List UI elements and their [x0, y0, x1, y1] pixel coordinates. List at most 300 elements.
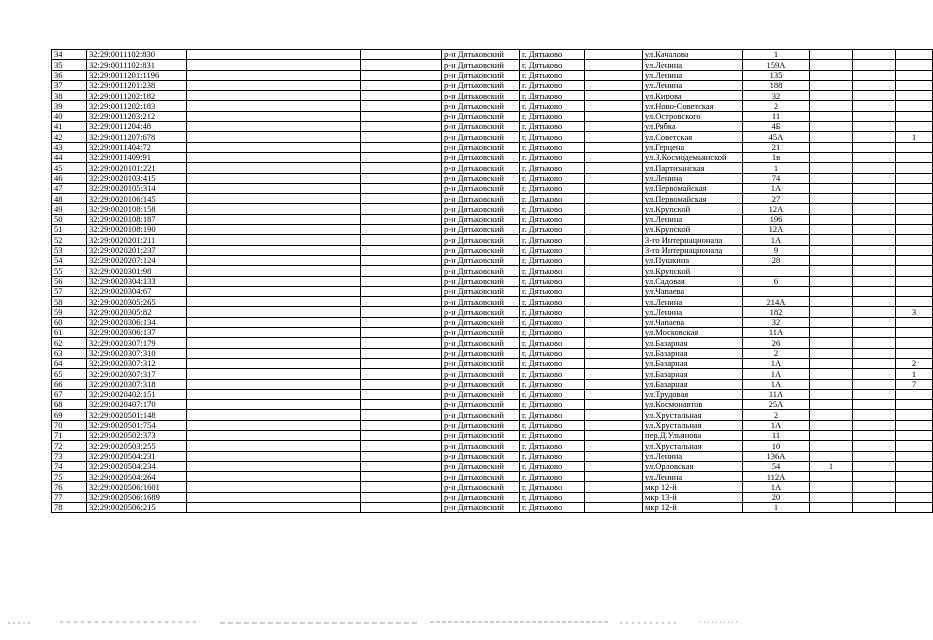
street-cell: ул.Ленина — [643, 214, 743, 224]
district-cell: р-н Дятьковский — [442, 255, 520, 265]
district-cell: р-н Дятьковский — [442, 472, 520, 482]
district-cell: р-н Дятьковский — [442, 328, 520, 338]
house-number-cell: 188 — [743, 80, 810, 90]
empty-cell — [853, 286, 896, 296]
empty-cell — [361, 276, 442, 286]
cadastral-number-cell: 32:29:0020108:158 — [87, 204, 187, 214]
city-cell: г. Дятьково — [520, 358, 585, 368]
empty-cell — [585, 214, 643, 224]
street-cell: мкр 12-й — [643, 482, 743, 492]
street-cell: ул.Трудовая — [643, 389, 743, 399]
district-cell: р-н Дятьковский — [442, 410, 520, 420]
empty-cell — [853, 173, 896, 183]
empty-cell — [853, 152, 896, 162]
empty-cell — [361, 348, 442, 358]
city-cell: г. Дятьково — [520, 328, 585, 338]
empty-cell — [853, 400, 896, 410]
table-row — [52, 225, 933, 235]
cadastral-number-cell: 32:29:0020504:264 — [87, 472, 187, 482]
empty-cell — [361, 132, 442, 142]
row-number-cell: 57 — [52, 286, 87, 296]
house-number-cell: 1А — [743, 235, 810, 245]
street-cell: ул.Московская — [643, 328, 743, 338]
street-cell: 3-го Интернационала — [643, 245, 743, 255]
empty-cell — [187, 379, 361, 389]
row-number-cell: 51 — [52, 225, 87, 235]
empty-cell — [361, 235, 442, 245]
empty-cell — [187, 245, 361, 255]
city-cell: г. Дятьково — [520, 70, 585, 80]
district-cell: р-н Дятьковский — [442, 400, 520, 410]
table-row — [52, 461, 933, 471]
city-cell: г. Дятьково — [520, 410, 585, 420]
city-cell: г. Дятьково — [520, 317, 585, 327]
city-cell: г. Дятьково — [520, 441, 585, 451]
city-cell: г. Дятьково — [520, 132, 585, 142]
empty-cell — [187, 163, 361, 173]
street-cell: ул.Советская — [643, 132, 743, 142]
empty-cell — [585, 183, 643, 193]
row-number-cell: 37 — [52, 80, 87, 90]
cadastral-number-cell: 32:29:0020106:145 — [87, 194, 187, 204]
empty-cell — [187, 503, 361, 513]
district-cell: р-н Дятьковский — [442, 152, 520, 162]
empty-cell — [585, 152, 643, 162]
house-number-cell: 2 — [743, 101, 810, 111]
house-number-cell: 12А — [743, 204, 810, 214]
count-cell — [896, 111, 933, 121]
district-cell: р-н Дятьковский — [442, 214, 520, 224]
row-number-cell: 34 — [52, 50, 87, 60]
table-row — [52, 60, 933, 70]
district-cell: р-н Дятьковский — [442, 286, 520, 296]
street-cell: ул.Базарная — [643, 358, 743, 368]
empty-cell — [585, 472, 643, 482]
extra-count-cell — [810, 410, 853, 420]
row-number-cell: 77 — [52, 492, 87, 502]
street-cell: мкр 12-й — [643, 503, 743, 513]
count-cell — [896, 420, 933, 430]
extra-count-cell — [810, 472, 853, 482]
empty-cell — [361, 204, 442, 214]
empty-cell — [585, 101, 643, 111]
empty-cell — [187, 214, 361, 224]
empty-cell — [585, 276, 643, 286]
row-number-cell: 68 — [52, 400, 87, 410]
extra-count-cell — [810, 379, 853, 389]
street-cell: ул.Первомайская — [643, 194, 743, 204]
city-cell: г. Дятьково — [520, 80, 585, 90]
extra-count-cell — [810, 183, 853, 193]
district-cell: р-н Дятьковский — [442, 430, 520, 440]
row-number-cell: 63 — [52, 348, 87, 358]
street-cell: ул.Первомайская — [643, 183, 743, 193]
empty-cell — [853, 389, 896, 399]
street-cell: ул.Кирова — [643, 91, 743, 101]
count-cell — [896, 276, 933, 286]
empty-cell — [187, 492, 361, 502]
empty-cell — [853, 255, 896, 265]
empty-cell — [361, 183, 442, 193]
count-cell — [896, 163, 933, 173]
district-cell: р-н Дятьковский — [442, 132, 520, 142]
count-cell — [896, 400, 933, 410]
street-cell: ул.Хрустальная — [643, 441, 743, 451]
extra-count-cell — [810, 60, 853, 70]
cadastral-number-cell: 32:29:0020307:312 — [87, 358, 187, 368]
cadastral-number-cell: 32:29:0020201:237 — [87, 245, 187, 255]
count-cell — [896, 297, 933, 307]
table-row — [52, 152, 933, 162]
table-row — [52, 482, 933, 492]
empty-cell — [187, 451, 361, 461]
count-cell — [896, 389, 933, 399]
house-number-cell: 4Б — [743, 122, 810, 132]
empty-cell — [361, 307, 442, 317]
cadastral-number-cell: 32:29:0020407:170 — [87, 400, 187, 410]
extra-count-cell — [810, 91, 853, 101]
table-row — [52, 173, 933, 183]
cadastral-number-cell: 32:29:0020305:82 — [87, 307, 187, 317]
extra-count-cell — [810, 307, 853, 317]
cadastral-number-cell: 32:29:0011202:182 — [87, 91, 187, 101]
row-number-cell: 44 — [52, 152, 87, 162]
table-row — [52, 286, 933, 296]
count-cell: 3 — [896, 307, 933, 317]
extra-count-cell — [810, 369, 853, 379]
empty-cell — [853, 183, 896, 193]
empty-cell — [585, 266, 643, 276]
table-row — [52, 472, 933, 482]
house-number-cell: 1А — [743, 369, 810, 379]
cadastral-number-cell: 32:29:0020207:124 — [87, 255, 187, 265]
empty-cell — [853, 461, 896, 471]
empty-cell — [585, 60, 643, 70]
empty-cell — [585, 317, 643, 327]
city-cell: г. Дятьково — [520, 369, 585, 379]
count-cell — [896, 101, 933, 111]
district-cell: р-н Дятьковский — [442, 142, 520, 152]
row-number-cell: 73 — [52, 451, 87, 461]
extra-count-cell — [810, 80, 853, 90]
house-number-cell: 28 — [743, 255, 810, 265]
cadastral-number-cell: 32:29:0011102:831 — [87, 60, 187, 70]
count-cell: 1 — [896, 132, 933, 142]
district-cell: р-н Дятьковский — [442, 276, 520, 286]
empty-cell — [585, 307, 643, 317]
street-cell: ул.Ленина — [643, 451, 743, 461]
table-row — [52, 369, 933, 379]
city-cell: г. Дятьково — [520, 286, 585, 296]
empty-cell — [585, 328, 643, 338]
empty-cell — [853, 482, 896, 492]
house-number-cell: 9 — [743, 245, 810, 255]
empty-cell — [187, 266, 361, 276]
empty-cell — [585, 400, 643, 410]
count-cell — [896, 461, 933, 471]
row-number-cell: 48 — [52, 194, 87, 204]
count-cell — [896, 430, 933, 440]
city-cell: г. Дятьково — [520, 492, 585, 502]
empty-cell — [187, 307, 361, 317]
street-cell: ул.Рябка — [643, 122, 743, 132]
cadastral-number-cell: 32:29:0020105:314 — [87, 183, 187, 193]
empty-cell — [361, 101, 442, 111]
empty-cell — [361, 358, 442, 368]
extra-count-cell — [810, 255, 853, 265]
count-cell — [896, 492, 933, 502]
row-number-cell: 41 — [52, 122, 87, 132]
house-number-cell: 1в — [743, 152, 810, 162]
row-number-cell: 78 — [52, 503, 87, 513]
empty-cell — [853, 430, 896, 440]
extra-count-cell — [810, 400, 853, 410]
extra-count-cell — [810, 214, 853, 224]
extra-count-cell — [810, 441, 853, 451]
row-number-cell: 39 — [52, 101, 87, 111]
empty-cell — [187, 297, 361, 307]
row-number-cell: 65 — [52, 369, 87, 379]
table-row — [52, 183, 933, 193]
city-cell: г. Дятьково — [520, 60, 585, 70]
empty-cell — [187, 183, 361, 193]
city-cell: г. Дятьково — [520, 461, 585, 471]
table-row — [52, 80, 933, 90]
row-number-cell: 45 — [52, 163, 87, 173]
house-number-cell — [743, 266, 810, 276]
empty-cell — [187, 60, 361, 70]
registry-table-body — [52, 50, 933, 513]
city-cell: г. Дятьково — [520, 50, 585, 60]
empty-cell — [585, 111, 643, 121]
empty-cell — [361, 142, 442, 152]
house-number-cell: 112А — [743, 472, 810, 482]
empty-cell — [585, 338, 643, 348]
street-cell: ул.Базарная — [643, 348, 743, 358]
district-cell: р-н Дятьковский — [442, 225, 520, 235]
table-row — [52, 235, 933, 245]
cadastral-number-cell: 32:29:0020305:265 — [87, 297, 187, 307]
extra-count-cell — [810, 204, 853, 214]
empty-cell — [187, 122, 361, 132]
city-cell: г. Дятьково — [520, 255, 585, 265]
house-number-cell: 32 — [743, 317, 810, 327]
empty-cell — [853, 122, 896, 132]
table-row — [52, 503, 933, 513]
district-cell: р-н Дятьковский — [442, 91, 520, 101]
empty-cell — [853, 379, 896, 389]
count-cell — [896, 122, 933, 132]
table-row — [52, 338, 933, 348]
empty-cell — [585, 132, 643, 142]
extra-count-cell — [810, 358, 853, 368]
empty-cell — [585, 194, 643, 204]
house-number-cell: 1А — [743, 379, 810, 389]
empty-cell — [361, 173, 442, 183]
city-cell: г. Дятьково — [520, 142, 585, 152]
district-cell: р-н Дятьковский — [442, 348, 520, 358]
house-number-cell: 26 — [743, 338, 810, 348]
count-cell — [896, 173, 933, 183]
house-number-cell: 214А — [743, 297, 810, 307]
house-number-cell: 45А — [743, 132, 810, 142]
empty-cell — [361, 60, 442, 70]
count-cell — [896, 142, 933, 152]
empty-cell — [187, 420, 361, 430]
street-cell: ул.Крупской — [643, 266, 743, 276]
row-number-cell: 55 — [52, 266, 87, 276]
empty-cell — [361, 50, 442, 60]
city-cell: г. Дятьково — [520, 266, 585, 276]
empty-cell — [585, 461, 643, 471]
empty-cell — [585, 482, 643, 492]
house-number-cell: 27 — [743, 194, 810, 204]
empty-cell — [187, 400, 361, 410]
empty-cell — [187, 235, 361, 245]
row-number-cell: 66 — [52, 379, 87, 389]
cadastral-number-cell: 32:29:0020501:148 — [87, 410, 187, 420]
empty-cell — [361, 451, 442, 461]
empty-cell — [853, 358, 896, 368]
extra-count-cell — [810, 173, 853, 183]
empty-cell — [187, 441, 361, 451]
table-row — [52, 492, 933, 502]
table-row — [52, 276, 933, 286]
empty-cell — [187, 286, 361, 296]
house-number-cell: 1 — [743, 503, 810, 513]
empty-cell — [361, 70, 442, 80]
street-cell: ул.Ленина — [643, 60, 743, 70]
empty-cell — [585, 441, 643, 451]
empty-cell — [585, 173, 643, 183]
city-cell: г. Дятьково — [520, 163, 585, 173]
table-row — [52, 111, 933, 121]
row-number-cell: 74 — [52, 461, 87, 471]
empty-cell — [853, 338, 896, 348]
table-row — [52, 420, 933, 430]
cadastral-number-cell: 32:29:0020101:221 — [87, 163, 187, 173]
extra-count-cell — [810, 297, 853, 307]
count-cell — [896, 503, 933, 513]
empty-cell — [361, 410, 442, 420]
row-number-cell: 62 — [52, 338, 87, 348]
empty-cell — [853, 214, 896, 224]
city-cell: г. Дятьково — [520, 338, 585, 348]
cadastral-number-cell: 32:29:0020506:1601 — [87, 482, 187, 492]
extra-count-cell — [810, 276, 853, 286]
cadastral-number-cell: 32:29:0011202:183 — [87, 101, 187, 111]
house-number-cell: 1 — [743, 50, 810, 60]
house-number-cell: 6 — [743, 276, 810, 286]
empty-cell — [361, 111, 442, 121]
district-cell: р-н Дятьковский — [442, 389, 520, 399]
empty-cell — [187, 369, 361, 379]
row-number-cell: 58 — [52, 297, 87, 307]
count-cell — [896, 214, 933, 224]
city-cell: г. Дятьково — [520, 214, 585, 224]
empty-cell — [585, 204, 643, 214]
cadastral-number-cell: 32:29:0011409:91 — [87, 152, 187, 162]
house-number-cell: 1А — [743, 358, 810, 368]
extra-count-cell — [810, 152, 853, 162]
street-cell: ул.Качалова — [643, 50, 743, 60]
table-row — [52, 410, 933, 420]
house-number-cell: 11А — [743, 389, 810, 399]
empty-cell — [361, 389, 442, 399]
street-cell: ул.Базарная — [643, 338, 743, 348]
extra-count-cell — [810, 503, 853, 513]
extra-count-cell — [810, 70, 853, 80]
house-number-cell: 20 — [743, 492, 810, 502]
empty-cell — [361, 266, 442, 276]
city-cell: г. Дятьково — [520, 451, 585, 461]
empty-cell — [853, 163, 896, 173]
city-cell: г. Дятьково — [520, 297, 585, 307]
count-cell — [896, 286, 933, 296]
empty-cell — [187, 50, 361, 60]
empty-cell — [361, 194, 442, 204]
district-cell: р-н Дятьковский — [442, 70, 520, 80]
row-number-cell: 59 — [52, 307, 87, 317]
street-cell: ул.Партизанская — [643, 163, 743, 173]
empty-cell — [585, 122, 643, 132]
street-cell: мкр 13-й — [643, 492, 743, 502]
row-number-cell: 56 — [52, 276, 87, 286]
table-row — [52, 266, 933, 276]
city-cell: г. Дятьково — [520, 173, 585, 183]
street-cell: ул.Ленина — [643, 80, 743, 90]
house-number-cell: 196 — [743, 214, 810, 224]
empty-cell — [853, 111, 896, 121]
district-cell: р-н Дятьковский — [442, 461, 520, 471]
empty-cell — [187, 328, 361, 338]
cadastral-number-cell: 32:29:0020306:137 — [87, 328, 187, 338]
extra-count-cell — [810, 101, 853, 111]
row-number-cell: 75 — [52, 472, 87, 482]
extra-count-cell — [810, 286, 853, 296]
table-row — [52, 358, 933, 368]
table-row — [52, 245, 933, 255]
empty-cell — [853, 410, 896, 420]
cadastral-number-cell: 32:29:0020502:373 — [87, 430, 187, 440]
empty-cell — [853, 297, 896, 307]
street-cell: пер.Д.Ульянова — [643, 430, 743, 440]
street-cell: ул.Ленина — [643, 173, 743, 183]
empty-cell — [361, 461, 442, 471]
city-cell: г. Дятьково — [520, 389, 585, 399]
extra-count-cell — [810, 163, 853, 173]
district-cell: р-н Дятьковский — [442, 297, 520, 307]
empty-cell — [853, 276, 896, 286]
count-cell — [896, 70, 933, 80]
row-number-cell: 47 — [52, 183, 87, 193]
empty-cell — [585, 225, 643, 235]
district-cell: р-н Дятьковский — [442, 50, 520, 60]
table-row — [52, 307, 933, 317]
house-number-cell: 11 — [743, 430, 810, 440]
extra-count-cell — [810, 50, 853, 60]
street-cell: ул.Хрустальная — [643, 420, 743, 430]
extra-count-cell — [810, 225, 853, 235]
empty-cell — [361, 122, 442, 132]
city-cell: г. Дятьково — [520, 91, 585, 101]
count-cell — [896, 410, 933, 420]
cadastral-number-cell: 32:29:0020304:67 — [87, 286, 187, 296]
extra-count-cell — [810, 132, 853, 142]
empty-cell — [585, 358, 643, 368]
cadastral-number-cell: 32:29:0020306:134 — [87, 317, 187, 327]
cadastral-number-cell: 32:29:0020307:317 — [87, 369, 187, 379]
